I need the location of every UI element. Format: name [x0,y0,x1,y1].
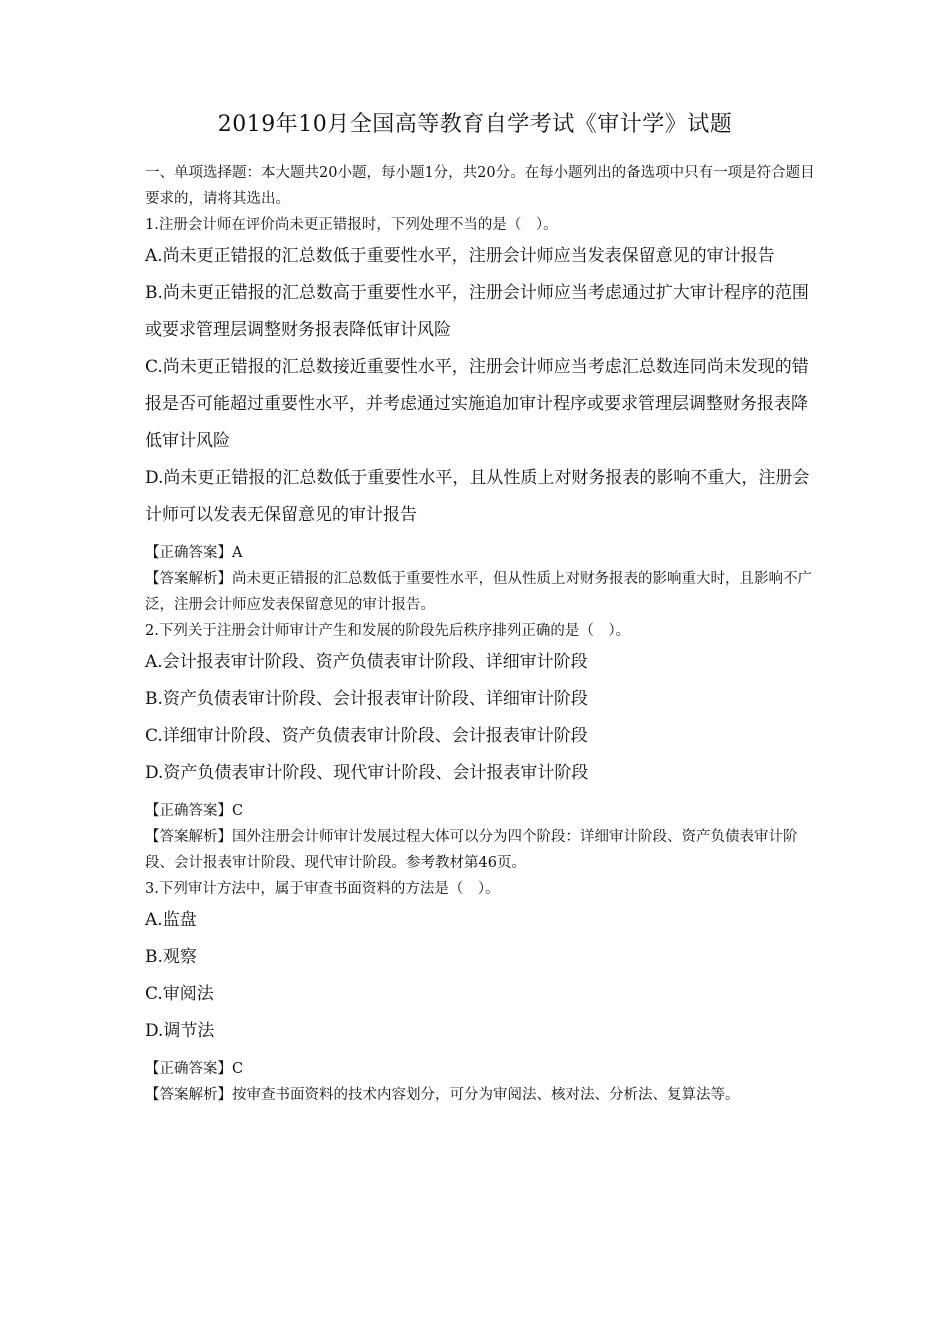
question-stem: 2.下列关于注册会计师审计产生和发展的阶段先后秩序排列正确的是（ ）。 [145,623,631,639]
section-intro: 一、单项选择题：本大题共20小题，每小题1分，共20分。在每小题列出的备选项中只有一项是符合题目要求的，请将其选出。 [145,165,815,207]
option-c: C.审阅法 [145,984,214,1004]
option-c: C.尚未更正错报的汇总数接近重要性水平，注册会计师应当考虑汇总数连同尚未发现的错报是否可能超过重要性水平，并考虑通过实施追加审计程序或要求管理层调整财务报表降低审计风险 [145,357,809,451]
document-title: 2019年10月全国高等教育自学考试《审计学》试题 [217,112,733,137]
answer-analysis: 【答案解析】尚未更正错报的汇总数低于重要性水平，但从性质上对财务报表的影响重大时，且影响不广泛，注册会计师应发表保留意见的审计报告。 [145,571,812,613]
option-b: B.尚未更正错报的汇总数高于重要性水平，注册会计师应当考虑通过扩大审计程序的范围或要求管理层调整财务报表降低审计风险 [145,283,809,340]
option-d: D.资产负债表审计阶段、现代审计阶段、会计报表审计阶段 [145,763,589,783]
question-stem: 3.下列审计方法中，属于审查书面资料的方法是（ ）。 [145,881,500,897]
question-3 [145,876,820,1108]
question-stem: 1.注册会计师在评价尚未更正错报时，下列处理不当的是（ ）。 [145,217,558,233]
option-a: A.尚未更正错报的汇总数低于重要性水平，注册会计师应当发表保留意见的审计报告 [145,246,775,266]
document-body [145,160,820,1108]
correct-answer: 【正确答案】C [145,1061,244,1077]
option-a: A.监盘 [145,910,197,930]
question-1 [145,212,820,618]
answer-analysis: 【答案解析】按审查书面资料的技术内容划分，可分为审阅法、核对法、分析法、复算法等。 [145,1087,740,1103]
option-b: B.资产负债表审计阶段、会计报表审计阶段、详细审计阶段 [145,689,588,709]
answer-analysis: 【答案解析】国外注册会计师审计发展过程大体可以分为四个阶段：详细审计阶段、资产负债表审计阶段、会计报表审计阶段、现代审计阶段。参考教材第46页。 [145,829,798,871]
correct-answer: 【正确答案】C [145,803,244,819]
option-d: D.调节法 [145,1021,215,1041]
correct-answer: 【正确答案】A [145,545,243,561]
option-b: B.观察 [145,947,197,967]
option-d: D.尚未更正错报的汇总数低于重要性水平，且从性质上对财务报表的影响不重大，注册会计师可以发表无保留意见的审计报告 [145,468,810,525]
option-c: C.详细审计阶段、资产负债表审计阶段、会计报表审计阶段 [145,726,588,746]
question-2 [145,618,820,876]
option-a: A.会计报表审计阶段、资产负债表审计阶段、详细审计阶段 [145,652,588,672]
